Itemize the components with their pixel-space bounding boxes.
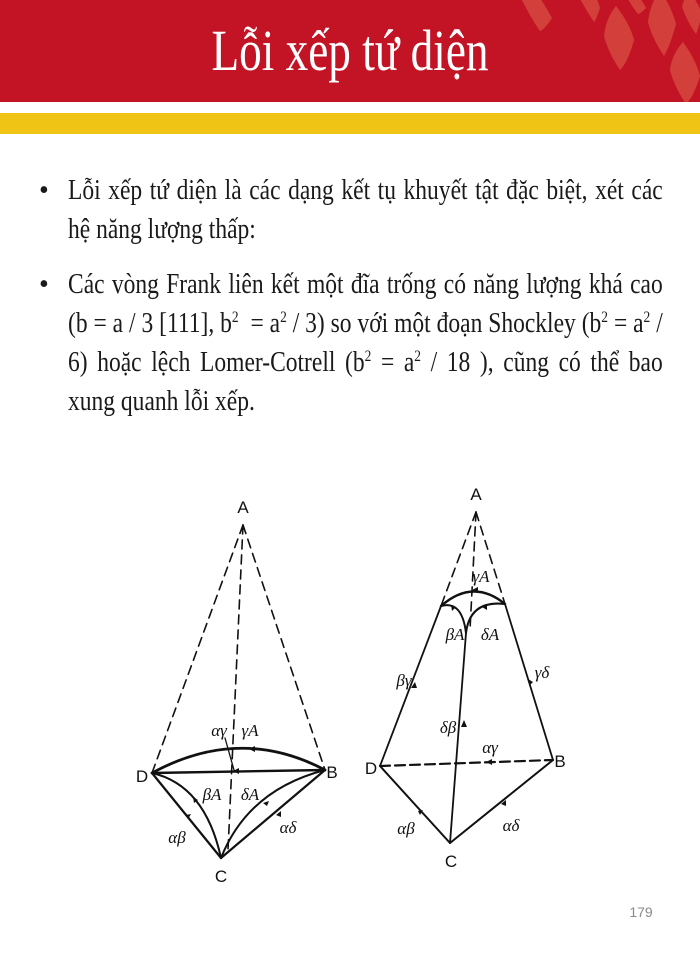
bullet-marker: • — [39, 175, 49, 206]
label-delta-a: δA — [480, 625, 500, 644]
label-beta-gamma: βγ — [396, 671, 412, 690]
superscript: 2 — [601, 309, 609, 326]
text-run: / 3) so với một đoạn Shockley (b — [286, 308, 602, 339]
label-alpha-beta: αβ — [168, 828, 186, 847]
label-gamma-a: γA — [241, 721, 259, 740]
label-alpha-delta: αδ — [279, 818, 297, 837]
vertex-label-b: B — [326, 763, 338, 782]
bullet-marker: • — [39, 269, 49, 300]
label-beta-a: βA — [445, 625, 465, 644]
label-gamma-delta: γδ — [534, 663, 550, 682]
text-run: Các vòng Frank liên kết một đĩa trống có năng lượng khá cao (b = a / 3 [111], b — [68, 269, 663, 339]
superscript: 2 — [231, 309, 239, 326]
vertex-label-c: C — [214, 867, 228, 886]
vertex-label-c: C — [444, 852, 458, 871]
page-number: 179 — [629, 904, 653, 920]
label-gamma-a: γA — [472, 567, 490, 586]
vertex-label-d: D — [364, 759, 378, 778]
text-run: / 6) hoặc lệch Lomer-Cotrell (b — [68, 308, 663, 378]
label-alpha-beta: αβ — [397, 819, 415, 838]
superscript: 2 — [280, 309, 287, 326]
text-run: = a — [238, 308, 281, 339]
label-beta-a: βA — [202, 785, 222, 804]
vertex-label-b: B — [554, 752, 566, 771]
bullet-text: Lỗi xếp tứ diện là các dạng kết tụ khuyết tật đặc biệt, xét các hệ năng lượng thấp: — [68, 175, 663, 245]
superscript: 2 — [414, 348, 422, 365]
text-run: / 18 ), cũng có thể bao xung quanh lỗi xếp. — [68, 347, 663, 417]
text-run: = a — [608, 308, 644, 339]
vertex-label-d: D — [135, 767, 149, 786]
label-alpha-delta: αδ — [502, 816, 520, 835]
label-delta-a: δA — [240, 785, 260, 804]
label-alpha-gamma: αγ — [211, 721, 227, 740]
vertex-label-a: A — [470, 485, 482, 504]
label-delta-beta: δβ — [439, 718, 457, 737]
superscript: 2 — [643, 309, 651, 326]
vertex-label-a: A — [237, 498, 249, 517]
superscript: 2 — [364, 348, 372, 365]
label-alpha-gamma: αγ — [482, 738, 498, 757]
text-run: = a — [371, 347, 415, 378]
slide-title: Lỗi xếp tứ diện — [211, 18, 489, 83]
